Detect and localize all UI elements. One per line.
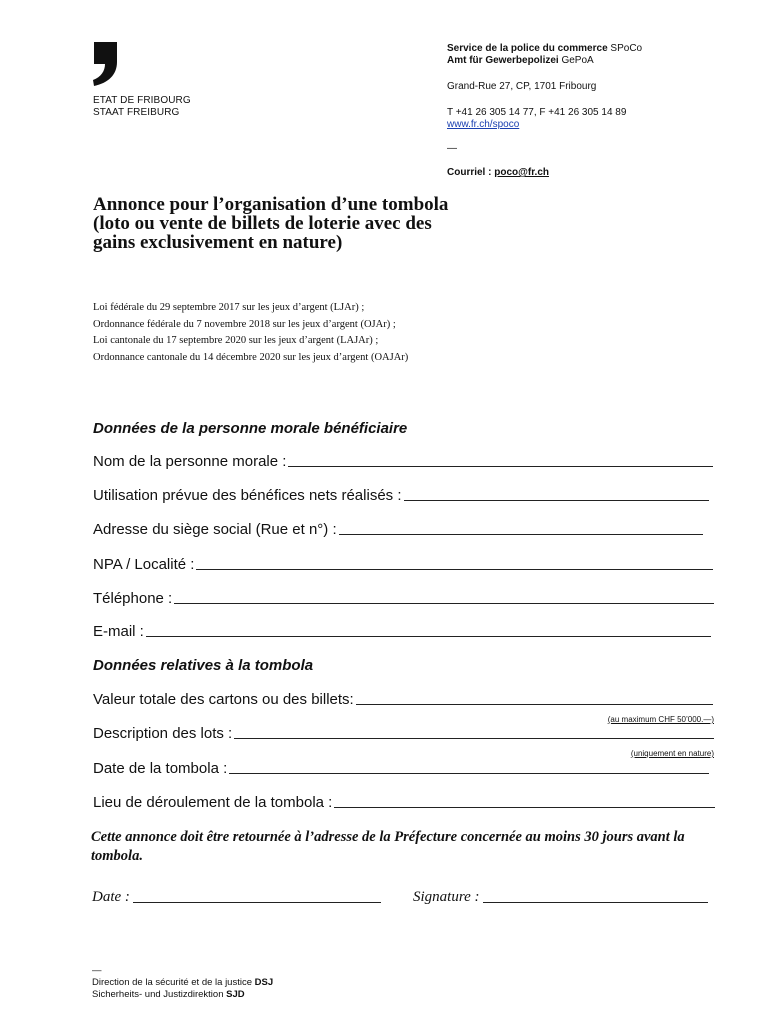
phone-input-line[interactable] [174, 589, 714, 604]
law-item: Loi fédérale du 29 septembre 2017 sur les jeux d’argent (LJAr) ; [93, 302, 365, 313]
address-input-line[interactable] [339, 520, 703, 535]
postal-address: Grand-Rue 27, CP, 1701 Fribourg [447, 81, 597, 92]
date-tombola-input-line[interactable] [229, 759, 709, 774]
footer-line-fr: Direction de la sécurité et de la justice DSJ [92, 977, 274, 988]
section-heading-tombola: Données relatives à la tombola [93, 657, 314, 674]
phone-fax: T +41 26 305 14 77, F +41 26 305 14 89 [447, 107, 627, 118]
email-input-line[interactable] [146, 622, 711, 637]
issuer-line-de: STAAT FREIBURG [93, 107, 180, 118]
field-profit-use[interactable]: Utilisation prévue des bénéfices nets réalisés : [93, 486, 709, 504]
field-email[interactable]: E-mail : [93, 622, 711, 640]
issuer-name [93, 95, 191, 119]
field-address[interactable]: Adresse du siège social (Rue et n°) : [93, 520, 703, 538]
page-title: Annonce pour l’organisation d’une tombola (loto ou vente de billets de loterie avec des gains exclusivement en nature) [93, 194, 449, 253]
field-npa-locality[interactable]: NPA / Localité : [93, 555, 713, 573]
field-date-tombola[interactable]: Date de la tombola : [93, 759, 709, 777]
profit-use-input-line[interactable] [404, 486, 710, 501]
footer-line-de: Sicherheits- und Justizdirektion SJD [92, 989, 245, 1000]
date-input-line[interactable] [133, 888, 381, 903]
field-total-value[interactable]: Valeur totale des cartons ou des billets: [93, 690, 713, 708]
section-heading-beneficiary: Données de la personne morale bénéficiaire [93, 420, 408, 437]
note-in-kind: (uniquement en nature) [630, 749, 714, 758]
law-item: Ordonnance cantonale du 14 décembre 2020 sur les jeux d’argent (OAJAr) [93, 351, 409, 363]
npa-input-line[interactable] [196, 555, 713, 570]
email-link[interactable]: poco@fr.ch [494, 167, 549, 178]
field-lots[interactable]: Description des lots : [93, 724, 714, 742]
law-item: Ordonnance fédérale du 7 novembre 2018 sur les jeux d’argent (OJAr) ; [93, 318, 396, 330]
footer [92, 965, 273, 1001]
field-name[interactable]: Nom de la personne morale : [93, 452, 713, 470]
contact-separator: — [447, 143, 457, 154]
canton-logo-icon [90, 42, 120, 86]
law-item: Loi cantonale du 17 septembre 2020 sur les jeux d’argent (LAJAr) ; [93, 335, 379, 346]
signature-field[interactable]: Signature : [413, 888, 708, 906]
field-location[interactable]: Lieu de déroulement de la tombola : [93, 793, 715, 811]
legal-basis [93, 300, 408, 366]
service-de: Amt für Gewerbepolizei GePoA [447, 55, 594, 66]
service-fr: Service de la police du commerce SPoCo [447, 43, 643, 54]
total-value-input-line[interactable] [356, 690, 713, 705]
lots-input-line[interactable] [234, 724, 714, 739]
location-input-line[interactable] [334, 793, 715, 808]
name-input-line[interactable] [288, 452, 713, 467]
footer-separator: — [92, 965, 102, 976]
website-link[interactable]: www.fr.ch/spoco [447, 119, 520, 130]
contact-block [447, 43, 642, 179]
field-phone[interactable]: Téléphone : [93, 589, 714, 607]
issuer-line-fr: ETAT DE FRIBOURG [93, 95, 191, 106]
date-field[interactable]: Date : [92, 888, 381, 906]
return-notice: Cette annonce doit être retournée à l’adresse de la Préfecture concernée au moins 30 jours avant la tombola. [91, 829, 685, 864]
note-max-value: (au maximum CHF 50’000.—) [607, 715, 714, 724]
signature-input-line[interactable] [483, 888, 708, 903]
email-row: Courriel : poco@fr.ch [447, 167, 549, 178]
